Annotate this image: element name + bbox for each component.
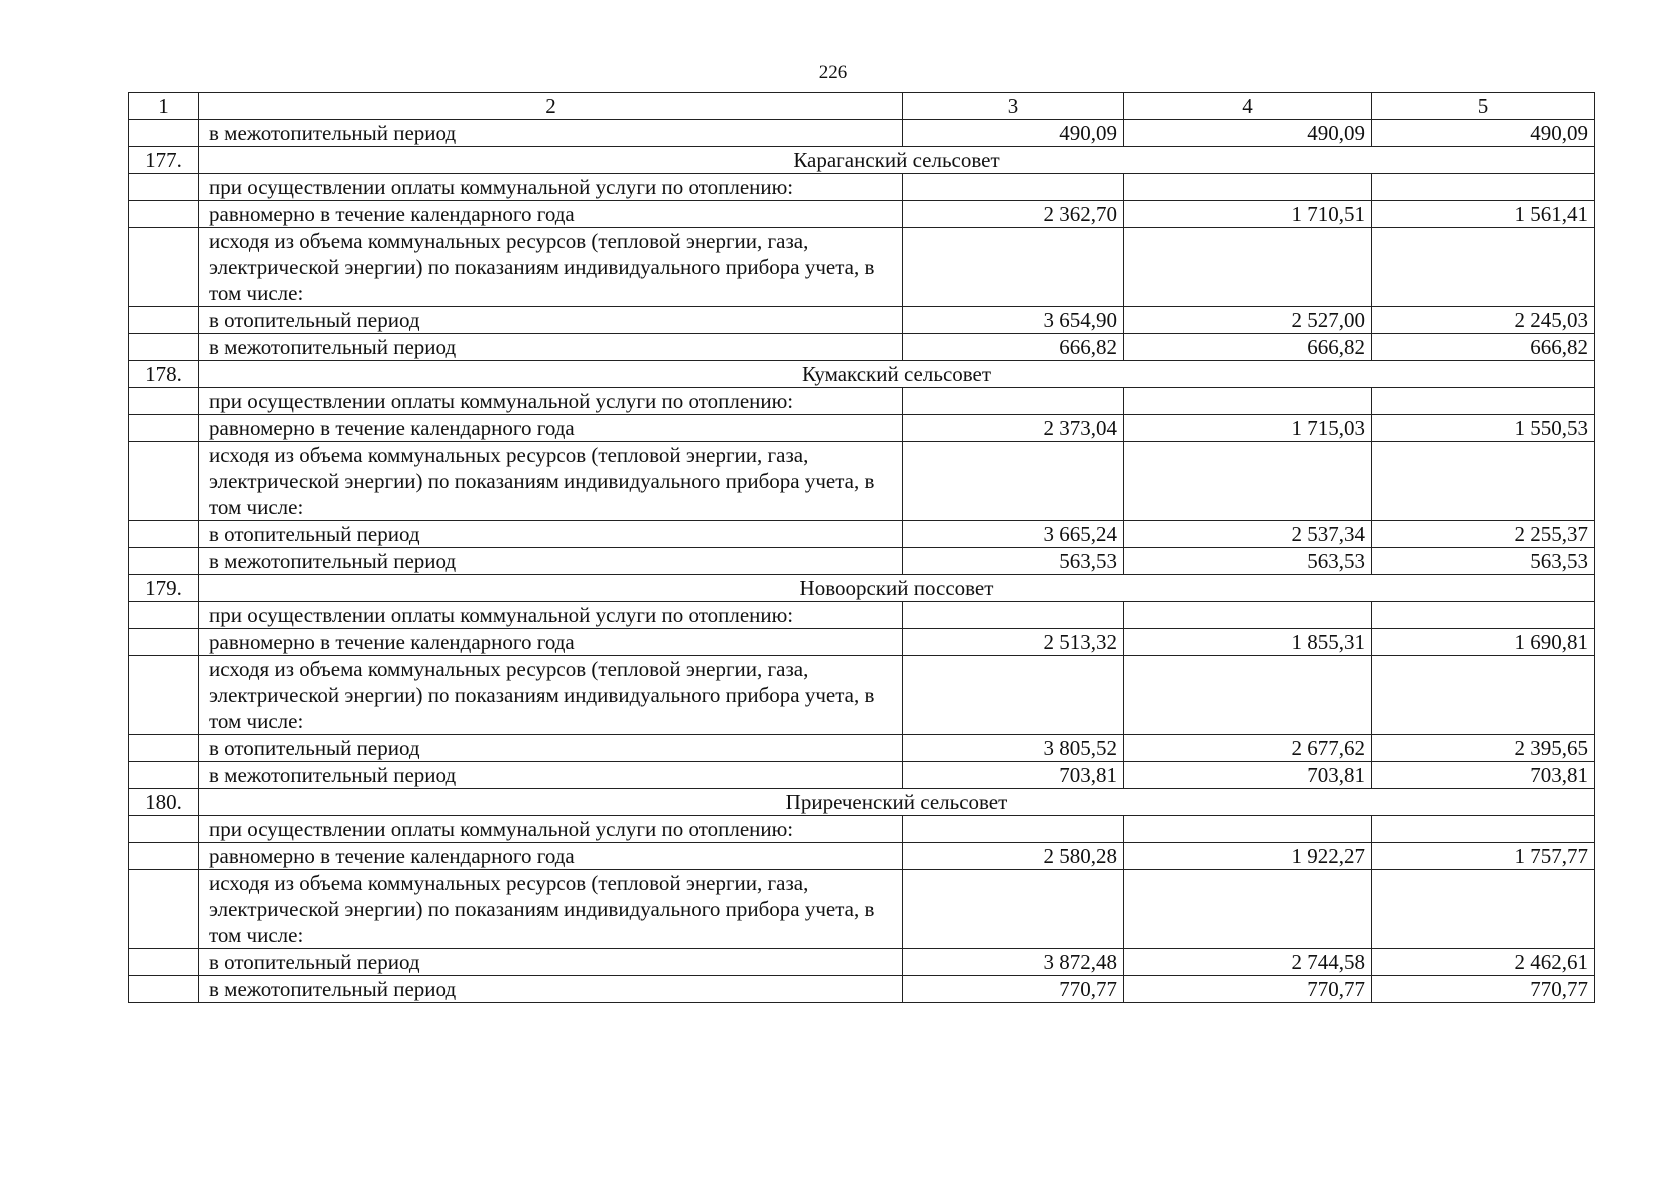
row-number (129, 762, 199, 789)
table-row (129, 816, 1595, 843)
row-label: исходя из объема коммунальных ресурсов (тепловой энергии, газа, электрической энергии) по показаниям индивидуального прибора учета, в том числе: (199, 870, 903, 949)
value-cell-col3: 3 654,90 (903, 307, 1124, 334)
row-number (129, 521, 199, 548)
table-row (129, 201, 1595, 228)
value-cell-col4: 563,53 (1124, 548, 1372, 575)
row-number (129, 120, 199, 147)
value-cell-col5: 2 395,65 (1372, 735, 1595, 762)
row-number: 179. (129, 575, 199, 602)
row-label: при осуществлении оплаты коммунальной услуги по отоплению: (199, 388, 903, 415)
value-cell-col5: 1 757,77 (1372, 843, 1595, 870)
row-label: исходя из объема коммунальных ресурсов (тепловой энергии, газа, электрической энергии) по показаниям индивидуального прибора учета, в том числе: (199, 656, 903, 735)
table-row (129, 976, 1595, 1003)
section-row (129, 575, 1595, 602)
value-cell-col3 (903, 442, 1124, 521)
value-cell-col3: 666,82 (903, 334, 1124, 361)
section-title: Караганский сельсовет (199, 147, 1595, 174)
value-cell-col5: 1 550,53 (1372, 415, 1595, 442)
page-number: 226 (818, 62, 848, 83)
row-label: в отопительный период (199, 949, 903, 976)
row-label: в межотопительный период (199, 762, 903, 789)
value-cell-col4: 2 677,62 (1124, 735, 1372, 762)
section-row (129, 789, 1595, 816)
table-row (129, 120, 1595, 147)
value-cell-col4 (1124, 602, 1372, 629)
value-cell-col4: 1 715,03 (1124, 415, 1372, 442)
value-cell-col4: 1 855,31 (1124, 629, 1372, 656)
row-number (129, 656, 199, 735)
table-row (129, 334, 1595, 361)
row-label: равномерно в течение календарного года (199, 201, 903, 228)
value-cell-col4: 770,77 (1124, 976, 1372, 1003)
value-cell-col4 (1124, 174, 1372, 201)
table-row (129, 656, 1595, 735)
section-row (129, 361, 1595, 388)
table-row (129, 762, 1595, 789)
section-title: Новоорский поссовет (199, 575, 1595, 602)
row-number (129, 602, 199, 629)
value-cell-col3: 3 805,52 (903, 735, 1124, 762)
value-cell-col5: 563,53 (1372, 548, 1595, 575)
section-row (129, 147, 1595, 174)
table-row (129, 843, 1595, 870)
table-row (129, 228, 1595, 307)
column-header: 4 (1124, 93, 1372, 120)
row-number (129, 629, 199, 656)
row-number (129, 174, 199, 201)
table-row (129, 949, 1595, 976)
value-cell-col5 (1372, 174, 1595, 201)
value-cell-col5: 2 255,37 (1372, 521, 1595, 548)
value-cell-col5 (1372, 816, 1595, 843)
row-number: 180. (129, 789, 199, 816)
column-header: 3 (903, 93, 1124, 120)
value-cell-col5: 1 561,41 (1372, 201, 1595, 228)
row-number: 177. (129, 147, 199, 174)
table-row (129, 307, 1595, 334)
value-cell-col3: 563,53 (903, 548, 1124, 575)
row-number (129, 976, 199, 1003)
table-row (129, 388, 1595, 415)
value-cell-col3: 2 513,32 (903, 629, 1124, 656)
value-cell-col5 (1372, 442, 1595, 521)
row-label: равномерно в течение календарного года (199, 629, 903, 656)
value-cell-col4 (1124, 388, 1372, 415)
row-label: равномерно в течение календарного года (199, 415, 903, 442)
value-cell-col3 (903, 656, 1124, 735)
tariff-table (128, 92, 1595, 1003)
value-cell-col4 (1124, 228, 1372, 307)
value-cell-col5 (1372, 602, 1595, 629)
row-number (129, 334, 199, 361)
value-cell-col5: 703,81 (1372, 762, 1595, 789)
value-cell-col5 (1372, 870, 1595, 949)
row-number (129, 442, 199, 521)
column-header: 1 (129, 93, 199, 120)
value-cell-col4 (1124, 442, 1372, 521)
row-label: при осуществлении оплаты коммунальной услуги по отоплению: (199, 174, 903, 201)
value-cell-col3: 2 580,28 (903, 843, 1124, 870)
value-cell-col4: 1 710,51 (1124, 201, 1372, 228)
value-cell-col5: 770,77 (1372, 976, 1595, 1003)
value-cell-col3: 2 362,70 (903, 201, 1124, 228)
row-number (129, 949, 199, 976)
row-label: исходя из объема коммунальных ресурсов (тепловой энергии, газа, электрической энергии) по показаниям индивидуального прибора учета, в том числе: (199, 228, 903, 307)
value-cell-col5 (1372, 656, 1595, 735)
column-header: 2 (199, 93, 903, 120)
row-number (129, 870, 199, 949)
row-number (129, 843, 199, 870)
table-row (129, 629, 1595, 656)
value-cell-col3 (903, 870, 1124, 949)
value-cell-col5: 666,82 (1372, 334, 1595, 361)
value-cell-col4: 490,09 (1124, 120, 1372, 147)
value-cell-col5 (1372, 388, 1595, 415)
value-cell-col3 (903, 228, 1124, 307)
table-row (129, 602, 1595, 629)
table-row (129, 174, 1595, 201)
value-cell-col4: 2 537,34 (1124, 521, 1372, 548)
row-number (129, 548, 199, 575)
row-label: в отопительный период (199, 307, 903, 334)
value-cell-col3 (903, 602, 1124, 629)
value-cell-col4: 703,81 (1124, 762, 1372, 789)
value-cell-col4: 2 527,00 (1124, 307, 1372, 334)
row-label: исходя из объема коммунальных ресурсов (тепловой энергии, газа, электрической энергии) по показаниям индивидуального прибора учета, в том числе: (199, 442, 903, 521)
table-row (129, 735, 1595, 762)
row-number (129, 816, 199, 843)
section-title: Кумакский сельсовет (199, 361, 1595, 388)
value-cell-col3: 703,81 (903, 762, 1124, 789)
value-cell-col4 (1124, 656, 1372, 735)
column-header: 5 (1372, 93, 1595, 120)
value-cell-col3: 3 872,48 (903, 949, 1124, 976)
table-row (129, 548, 1595, 575)
table-row (129, 521, 1595, 548)
value-cell-col5 (1372, 228, 1595, 307)
row-number (129, 228, 199, 307)
value-cell-col3: 490,09 (903, 120, 1124, 147)
value-cell-col5: 490,09 (1372, 120, 1595, 147)
value-cell-col5: 1 690,81 (1372, 629, 1595, 656)
value-cell-col4: 2 744,58 (1124, 949, 1372, 976)
table-row (129, 870, 1595, 949)
section-title: Приреченский сельсовет (199, 789, 1595, 816)
value-cell-col3 (903, 388, 1124, 415)
row-number (129, 415, 199, 442)
value-cell-col3 (903, 174, 1124, 201)
row-label: в межотопительный период (199, 334, 903, 361)
value-cell-col3: 2 373,04 (903, 415, 1124, 442)
table-row (129, 442, 1595, 521)
row-label: в отопительный период (199, 521, 903, 548)
row-label: в отопительный период (199, 735, 903, 762)
row-number (129, 201, 199, 228)
row-label: при осуществлении оплаты коммунальной услуги по отоплению: (199, 602, 903, 629)
value-cell-col5: 2 245,03 (1372, 307, 1595, 334)
table-body (129, 120, 1595, 1003)
row-label: при осуществлении оплаты коммунальной услуги по отоплению: (199, 816, 903, 843)
value-cell-col4: 1 922,27 (1124, 843, 1372, 870)
row-label: равномерно в течение календарного года (199, 843, 903, 870)
row-number (129, 388, 199, 415)
column-header-row (129, 93, 1595, 120)
value-cell-col3 (903, 816, 1124, 843)
value-cell-col5: 2 462,61 (1372, 949, 1595, 976)
value-cell-col4 (1124, 870, 1372, 949)
row-number: 178. (129, 361, 199, 388)
row-number (129, 307, 199, 334)
value-cell-col4 (1124, 816, 1372, 843)
row-label: в межотопительный период (199, 976, 903, 1003)
row-label: в межотопительный период (199, 120, 903, 147)
row-label: в межотопительный период (199, 548, 903, 575)
row-number (129, 735, 199, 762)
value-cell-col3: 770,77 (903, 976, 1124, 1003)
value-cell-col3: 3 665,24 (903, 521, 1124, 548)
table-row (129, 415, 1595, 442)
value-cell-col4: 666,82 (1124, 334, 1372, 361)
